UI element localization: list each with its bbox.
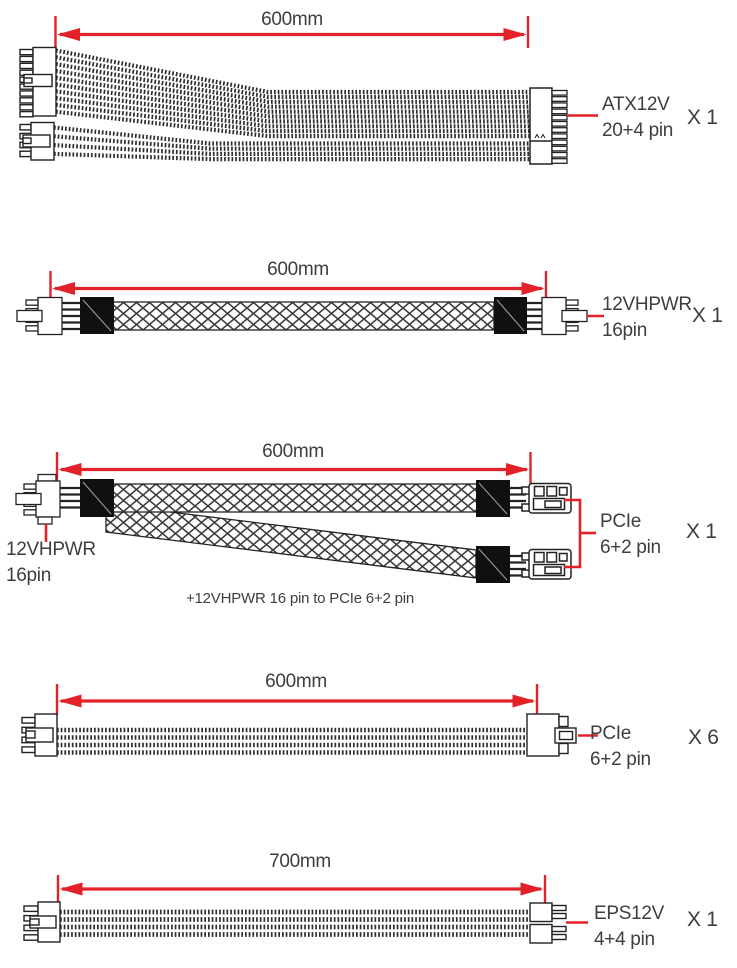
- cable-label-pcie-splitter: [600, 509, 661, 561]
- cable-quantity-pcie: X 6: [688, 726, 719, 749]
- cable-label-atx12v: [602, 92, 673, 144]
- atx12v-cable-drawing: [20, 16, 598, 164]
- left-connector-line1: 12VHPWR: [6, 539, 96, 560]
- cable-label-eps12v: [594, 901, 664, 953]
- cable-name-line1: EPS12V: [594, 903, 665, 924]
- cable-name-line2: 6+2 pin: [600, 537, 661, 558]
- ribbon-wires: [57, 730, 527, 753]
- dimension-label-12vhpwr-to-pcie: 600mm: [262, 441, 324, 462]
- connector-4plus4-right: [530, 903, 566, 943]
- heatshrink-band: [80, 479, 114, 517]
- cable-label-12vhpwr: [602, 292, 692, 344]
- heatshrink-band: [494, 297, 527, 334]
- cable-name-line2: 20+4 pin: [602, 120, 674, 141]
- heatshrink-band: [476, 480, 510, 517]
- heatshrink-band: [476, 546, 510, 583]
- left-connector-label: [6, 537, 96, 589]
- splitter-caption: +12VHPWR 16 pin to PCIe 6+2 pin: [185, 590, 415, 607]
- connector-20pin: [20, 48, 56, 117]
- cable-name-line1: ATX12V: [602, 94, 670, 115]
- dimension-arrow: [58, 875, 545, 903]
- cable-name-line1: PCIe: [600, 511, 642, 532]
- eps12v-cable-drawing: [24, 875, 588, 943]
- connector-8pin-left: [24, 902, 60, 942]
- dimension-label-eps12v: 700mm: [269, 851, 331, 872]
- connector-pcie-top: [522, 484, 571, 514]
- cable-name-line2: 6+2 pin: [590, 749, 651, 770]
- connector-16pin-right: [542, 298, 587, 335]
- connector-4pin: [20, 123, 54, 161]
- connector-16pin-left: [17, 298, 62, 335]
- dimension-label-atx12v: 600mm: [261, 9, 323, 30]
- connector-pcie-bottom: [522, 550, 571, 580]
- braided-sleeve-branch: [106, 504, 476, 578]
- left-connector-line2: 16pin: [6, 565, 51, 586]
- 12vhpwr-to-pcie-cable-drawing: [16, 452, 596, 583]
- ribbon-wires: [60, 912, 530, 935]
- connector-24pin: [530, 88, 567, 164]
- heatshrink-band: [80, 297, 114, 334]
- cable-quantity-eps12v: X 1: [687, 908, 718, 931]
- dimension-label-pcie: 600mm: [265, 671, 327, 692]
- cable-name-line1: PCIe: [590, 723, 632, 744]
- braided-sleeve-main: [112, 484, 478, 512]
- cable-quantity-pcie-splitter: X 1: [686, 520, 717, 543]
- cable-quantity-12vhpwr: X 1: [692, 304, 723, 327]
- cable-name-line2: 4+4 pin: [594, 929, 655, 950]
- cable-quantity-atx12v: X 1: [687, 106, 718, 129]
- dimension-label-12vhpwr: 600mm: [267, 259, 329, 280]
- connector-pcie-right: [527, 714, 576, 756]
- connector-16pin-left: [16, 475, 60, 525]
- cable-name-line2: 16pin: [602, 320, 647, 341]
- ribbon-wires-20pin: [56, 51, 530, 137]
- cable-label-pcie: [590, 721, 651, 773]
- cable-name-line1: 12VHPWR: [602, 294, 692, 315]
- connector-8pin-left: [22, 714, 57, 756]
- braided-sleeve: [112, 302, 494, 330]
